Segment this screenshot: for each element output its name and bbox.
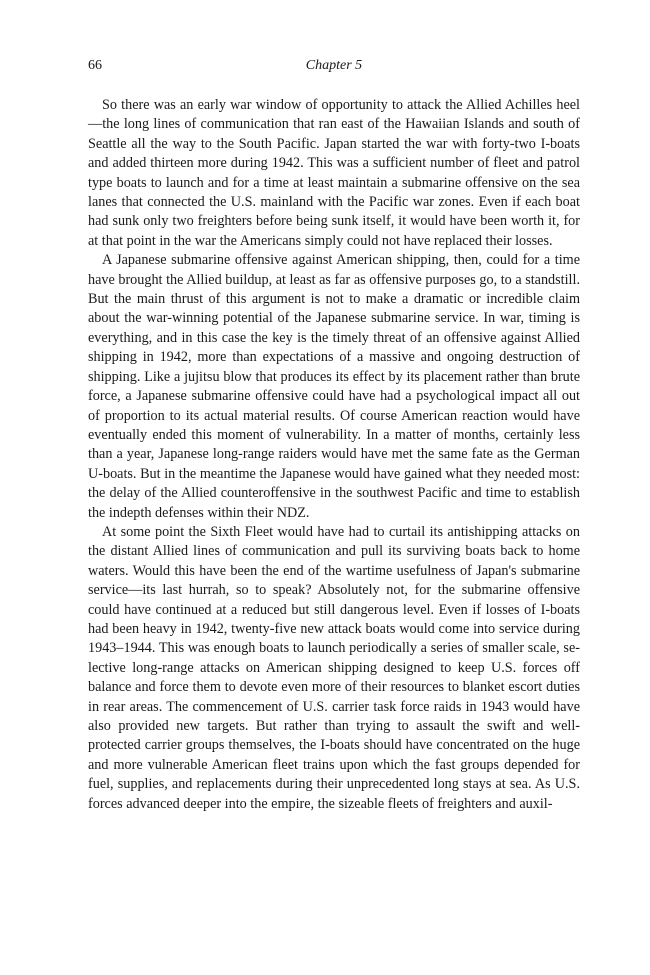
running-head [88,58,580,80]
chapter-title: Chapter 5 [305,58,363,73]
paragraph-1: So there was an early war window of opportunity to attack the Allied Achilles heel—the long lines of communication that ran east of the Hawaiian Islands and south of Seattle all the way to the South Pacific. Japan started the war with forty-two I-boats and added thirteen more during 1942. This was a sufficient number of fleet and patrol type boats to launch and for a time at least maintain a submarine offensive on the sea lanes that connected the U.S. mainland with the Pacific war zones. Even if each boat had sunk only two freighters before being sunk itself, it would have been worth it, for at that point in the war the Americans simply could not have replaced their losses. [88,97,580,249]
book-page [88,58,580,814]
page-number: 66 [88,58,102,73]
paragraph-3: At some point the Sixth Fleet would have had to curtail its antishipping attacks on the distant Allied lines of communication and pull its surviving boats back to home waters. Would this have been the end of the wartime usefulness of Japan's submarine service—its last hurrah, so to speak? Absolutely not, for the submarine offensive could have continued at a reduced but still dangerous level. Even if losses of I-boats had been heavy in 1942, twenty-five new attack boats would come into service during 1943–1944. This was enough boats to launch periodically a series of smaller scale, selective long-range attacks on American shipping designed to keep U.S. forces off balance and force them to devote even more of their resources to blanket escort duties in rear areas. The commencement of U.S. carrier task force raids in 1943 would have also provided new targets. But rather than trying to assault the swift and well-protected carrier groups themselves, the I-boats should have concentrated on the huge and more vulnerable American fleet trains upon which the fast groups depended for fuel, supplies, and replacements during their unprecedented long stays at sea. As U.S. forces advanced deeper into the empire, the sizeable fleets of freighters and auxil- [88,523,580,812]
paragraph-2: A Japanese submarine offensive against American shipping, then, could for a time have brought the Allied buildup, at least as far as offensive purposes go, to a standstill. But the main thrust of this argument is not to make a dramatic or incredible claim about the war-winning potential of the Japanese submarine service. In war, timing is everything, and in this case the key is the timely threat of an offensive against Allied shipping in 1942, more than expectations of a massive and ongoing destruction of shipping. Like a jujitsu blow that produces its effect by its placement rather than brute force, a Japanese submarine offensive could have had a psychological impact all out of proportion to its actual material results. Of course American reaction would have eventually ended this moment of vulnerability. In a matter of months, certainly less than a year, Japanese long-range raiders would have met the same fate as the German U-boats. But in the meantime the Japanese would have gained what they needed most: the delay of the Allied counteroffensive in the southwest Pacific and time to establish the indepth defenses within their NDZ. [88,252,580,521]
body-text [88,96,580,814]
